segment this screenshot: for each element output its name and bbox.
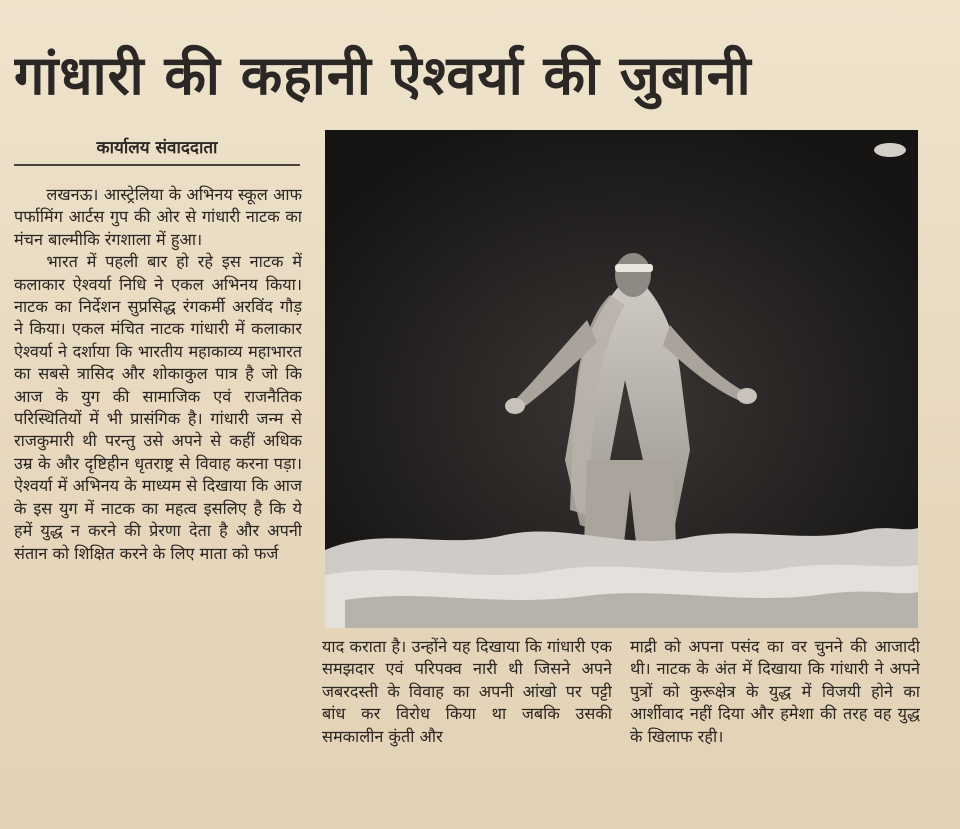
article-column-3 — [630, 636, 920, 786]
article-column-1 — [14, 184, 302, 816]
stage-performer-illustration — [325, 130, 918, 628]
byline: कार्यालय संवाददाता — [14, 134, 300, 166]
headline: गांधारी की कहानी ऐश्वर्या की जुबानी — [14, 44, 752, 107]
paragraph-2: भारत में पहली बार हो रहे इस नाटक में कलाकार ऐश्वर्या निधि ने एकल अभिनय किया। नाटक का निर्देशन सुप्रसिद्ध रंगकर्मी अरविंद गौड़ ने किया। एकल मंचित नाटक गांधारी में कलाकार ऐश्वर्या ने दर्शाया कि भारतीय महाकाव्य महाभारत का सबसे त्रासिद और शोकाकुल पात्र है जो कि आज के युग की सामाजिक एवं राजनैतिक परिस्थितियों में भी प्रासंगिक है। गांधारी जन्म से राजकुमारी थी परन्तु उसे अपने से कहीं अधिक उम्र के और दृष्टिहीन धृतराष्ट्र से विवाह करना पड़ा। ऐश्वर्या में अभिनय के माध्यम से दिखाया कि आज के इस युग में नाटक का महत्व इसलिए है कि ये हमें युद्ध न करने की प्रेरणा देता है और अपनी संतान को शिक्षित करने के लिए माता को फर्ज — [14, 252, 302, 563]
article-column-2 — [322, 636, 612, 786]
performance-photo — [325, 130, 918, 628]
paragraph-3: याद कराता है। उन्होंने यह दिखाया कि गांधारी एक समझदार एवं परिपक्व नारी थी जिसने अपने जबरदस्ती के विवाह का अपनी आंखो पर पट्टी बांध कर विरोध किया था जबकि उसकी समकालीन कुंती और — [322, 637, 612, 746]
paragraph-4: माद्री को अपना पसंद का वर चुनने की आजादी थी। नाटक के अंत में दिखाया कि गांधारी ने अपने पुत्रों को कुरूक्षेत्र के युद्ध में विजयी होने का आर्शीवाद नहीं दिया और हमेशा की तरह वह युद्ध के खिलाफ रही। — [630, 637, 920, 746]
paragraph-1: लखनऊ। आस्ट्रेलिया के अभिनय स्कूल आफ पर्फामिंग आर्टस गुप की ओर से गांधारी नाटक का मंचन बाल्मीकि रंगशाला में हुआ। — [14, 185, 302, 249]
